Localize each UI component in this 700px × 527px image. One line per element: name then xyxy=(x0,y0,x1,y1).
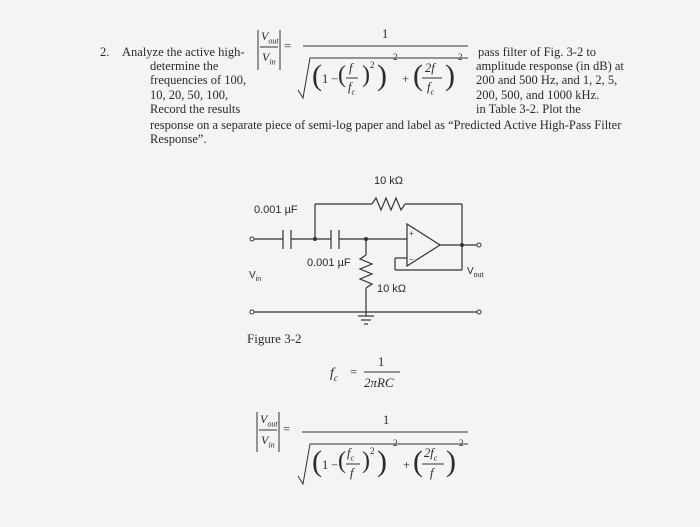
f1-vin-sub: in xyxy=(269,57,276,67)
fc-numerator: 1 xyxy=(378,355,385,369)
f1-sq-outer: 2 xyxy=(393,52,398,62)
fc-lhs-sub: c xyxy=(333,372,338,383)
f1-sq-inner: 2 xyxy=(370,60,375,70)
f2-fc-sub: c xyxy=(350,453,355,463)
f2-sq-last: 2 xyxy=(459,438,464,448)
problem-right-line-4: 200, 500, and 1000 kHz. xyxy=(476,88,600,102)
vout-sub: out xyxy=(473,272,484,279)
f2-vin: V xyxy=(261,433,269,447)
f1-one: 1 xyxy=(322,72,329,86)
f2-f: f xyxy=(350,466,354,480)
f1-2f: 2f xyxy=(425,61,435,75)
f1-vout: V xyxy=(261,29,269,43)
figure-caption: Figure 3-2 xyxy=(247,331,302,346)
problem-number: 2. xyxy=(100,45,110,59)
f1-fc2: f xyxy=(427,80,431,94)
problem-left-line-2: determine the xyxy=(150,59,219,73)
f2-f-den: f xyxy=(430,466,434,480)
f1-vout-sub: out xyxy=(268,36,279,46)
f2-sq-inner: 2 xyxy=(370,446,375,456)
f2-minus: − xyxy=(331,458,339,472)
f1-sq-last: 2 xyxy=(458,52,463,62)
vout-label: V xyxy=(467,266,474,277)
f2-fc: f xyxy=(347,446,351,460)
problem-right-line-2: amplitude response (in dB) at xyxy=(476,59,624,73)
f2-plus: + xyxy=(403,458,411,472)
f2-2fc-sub: c xyxy=(433,453,438,463)
fc-denominator: 2πRC xyxy=(364,375,394,390)
vin-sub: in xyxy=(255,276,262,283)
f2-vin-sub: in xyxy=(268,440,275,450)
f1-plus: + xyxy=(402,72,410,86)
problem-left-line-3: frequencies of 100, xyxy=(150,73,247,87)
problem-left-line-4: 10, 20, 50, 100, xyxy=(150,88,229,102)
f1-f: f xyxy=(349,61,353,75)
f2-2fc: 2f xyxy=(424,446,434,460)
f2-numerator: 1 xyxy=(383,413,390,427)
problem-left-line-1: Analyze the active high- xyxy=(122,45,245,59)
resistor-top-label: 10 kΩ xyxy=(374,175,404,187)
f2-equals: = xyxy=(283,422,291,436)
f1-fc-sub: c xyxy=(351,87,356,97)
f1-fc2-sub: c xyxy=(430,87,435,97)
f2-vout-sub: out xyxy=(267,419,278,429)
f1-vin: V xyxy=(262,50,270,64)
problem-full-line-1: response on a separate piece of semi-log paper and label as “Predicted Active High-Pass Filter xyxy=(150,118,622,132)
capacitor-top-label: 0.001 µF xyxy=(254,204,298,216)
f1-minus: − xyxy=(331,72,339,86)
vin-label: V xyxy=(249,270,256,281)
f2-vout: V xyxy=(260,412,268,426)
fc-lhs: f xyxy=(330,366,334,381)
f1-equals: = xyxy=(284,39,292,53)
resistor-bottom-label: 10 kΩ xyxy=(377,283,407,295)
problem-right-line-3: 200 and 500 Hz, and 1, 2, 5, xyxy=(476,73,618,87)
svg-text:+: + xyxy=(409,229,414,238)
problem-right-line-1: pass filter of Fig. 3-2 to xyxy=(478,45,597,59)
f1-fc: f xyxy=(348,80,352,94)
f2-sq-outer: 2 xyxy=(393,438,398,448)
f1-numerator: 1 xyxy=(382,27,389,41)
f2-one: 1 xyxy=(322,458,329,472)
capacitor-mid-label: 0.001 µF xyxy=(307,257,351,269)
problem-left-line-5: Record the results xyxy=(150,102,241,116)
problem-full-line-2: Response”. xyxy=(150,132,207,146)
problem-right-line-5: in Table 3-2. Plot the xyxy=(476,102,581,116)
svg-text:−: − xyxy=(409,255,414,264)
fc-equals: = xyxy=(350,365,358,379)
